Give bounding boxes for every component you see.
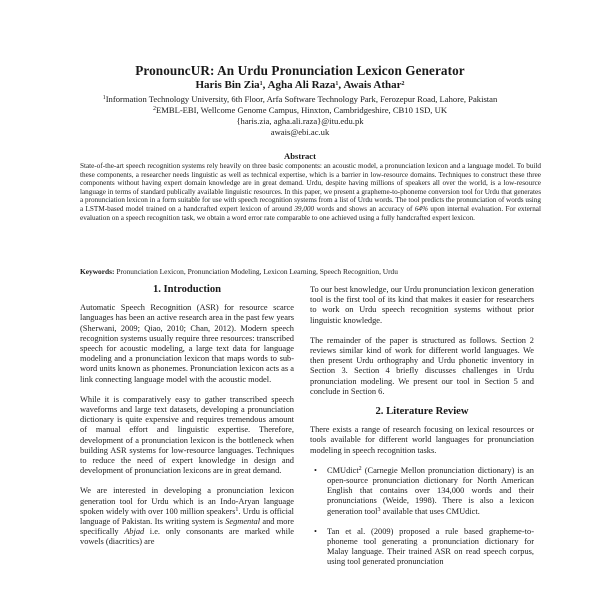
body-paragraph — [80, 486, 294, 547]
bullet-icon: • — [314, 465, 317, 475]
author-affiliation-mark: 2 — [401, 81, 405, 87]
emphasis-term: Abjad — [124, 527, 145, 537]
author-name: Haris Bin Zia — [195, 79, 260, 91]
keywords-text: Pronunciation Lexicon, Pronunciation Modeling, Lexicon Learning, Speech Recognition, Urdu — [114, 267, 398, 276]
footnote-mark: 3 — [377, 506, 381, 513]
author-affiliation-mark: 1 — [259, 81, 263, 87]
abstract-heading: Abstract — [284, 151, 316, 161]
keywords-line — [80, 267, 541, 276]
author-list — [0, 79, 600, 91]
paragraph-text: We are interested in developing a pronunciation lexicon generation tool for Urdu which is an Indo-Aryan language spoken widely with over 100 million speakers — [80, 486, 294, 516]
email-line: awais@ebi.ac.uk — [270, 127, 330, 137]
section-heading-literature-review: 2. Literature Review — [375, 406, 469, 418]
affiliation-line — [0, 94, 600, 105]
body-paragraph: To our best knowledge, our Urdu pronunciation lexicon generation tool is the first tool of its kind that makes it easier for researchers to work on Urdu speech recognition systems without prior linguistic knowledge. — [310, 285, 534, 325]
abstract-sentence: State-of-the-art speech recognition systems rely heavily on three basic components: an acoustic model, a pronunciation lexicon and a language model. To build these components, a researcher needs linguistic as well as technical expertise, which is a barrier in low-resource domains. Techniques to construct these three components without having expert domain knowledge are in great demand. Urdu, despite having millions of speakers all over the world, is a low-resource language in terms of standard publically available linguistic resources. In this paper, we present a grapheme-to-phoneme conversion tool for Urdu that generates a pronunciation lexicon in a form suitable for use with speech recognition systems from a list of Urdu words. The tool predicts the pronunciation of words using a LSTM-based model trained on a handcrafted expert lexicon of around — [80, 162, 541, 213]
list-item-text: available that uses CMUdict. — [380, 506, 480, 516]
list-item — [310, 527, 534, 568]
body-paragraph: There exists a range of research focusing on lexical resources or tools available for different world languages for pronunciation modeling in speech recognition tasks. — [310, 425, 534, 455]
footnote-mark: 1 — [235, 506, 239, 513]
affiliation-line — [0, 105, 600, 116]
paragraph-text: i.e. only consonants are marked while vowels (diacritics) are — [80, 527, 294, 547]
section-heading-introduction: 1. Introduction — [152, 284, 222, 295]
affiliation-text: EMBL-EBI, Wellcome Genome Campus, Hinxton, Cambridgeshire, CB10 1SD, UK — [155, 105, 448, 115]
affiliation-mark: 2 — [152, 106, 156, 112]
abstract-text — [80, 162, 541, 222]
abstract-sentence: upon internal evaluation. For external evaluation on a speech recognition task, we obtain a word error rate comparable to one achieved using a fully handcrafted expert lexicon. — [80, 204, 541, 222]
footnote-mark: 2 — [358, 465, 362, 472]
paper-title: PronouncUR: An Urdu Pronunciation Lexicon Generator — [135, 63, 465, 78]
emphasis-term: Segmental — [225, 517, 261, 527]
body-paragraph: Automatic Speech Recognition (ASR) for resource scarce languages has been an active research area in the past few years (Sherwani, 2009; Qiao, 2010; Chan, 2012). Modern speech recognition systems usually require three resources: transcribed speech for acoustic modeling, a large text data for language modeling and a pronunciation lexicon that maps words to sub-word units known as phonemes. Pronunciation lexicon acts as a link connecting language model with the acoustic model. — [80, 303, 294, 384]
list-item — [310, 466, 534, 517]
left-column — [80, 285, 294, 558]
abstract-sentence: words and shows an accuracy of — [314, 204, 415, 213]
right-column — [310, 285, 534, 578]
author-affiliation-mark: 1 — [335, 81, 339, 87]
author-name: Agha Ali Raza — [267, 79, 336, 91]
email-line: {haris.zia, agha.ali.raza}@itu.edu.pk — [236, 116, 364, 126]
affiliation-mark: 1 — [102, 95, 106, 101]
abstract-figure: 64% — [414, 204, 428, 213]
abstract-figure: 39,000 — [294, 204, 315, 213]
author-separator: , — [262, 79, 268, 91]
body-paragraph: The remainder of the paper is structured as follows. Section 2 reviews similar kind of work for different world languages. We then present Urdu orthography and Urdu phonetic inventory in Section 3. Section 4 briefly discusses challenges in Urdu pronunciation modeling. We present our tool in Section 5 and conclude in Section 6. — [310, 335, 534, 396]
list-item-text: (Carnegie Mellon pronunciation dictionary) is an open-source pronunciation dictionary for North American English that contains over 134,000 words and their pronunciations (Weide, 1998). There is also a lexicon generation tool — [327, 465, 534, 516]
author-separator: , — [338, 79, 344, 91]
keywords-label: Keywords: — [80, 267, 115, 276]
paragraph-text: and more specifically — [80, 517, 294, 537]
review-list — [310, 466, 534, 568]
affiliation-text: Information Technology University, 6th Floor, Arfa Software Technology Park, Ferozepur Road, Lahore, Pakistan — [105, 94, 498, 104]
bullet-icon: • — [314, 526, 317, 536]
paragraph-text: . Urdu is official language of Pakistan. Its writing system is — [80, 506, 294, 527]
body-paragraph: While it is comparatively easy to gather transcribed speech waveforms and large text datasets, developing a pronunciation dictionary is quite expensive and requires tremendous amount of manual effort and linguistic expertise. Therefore, development of a pronunciation lexicon is the bottleneck when building ASR systems for low-resource languages. Techniques to reduce the need of expert knowledge in design and development of pronunciation lexicons are in great demand. — [80, 394, 294, 476]
list-item-text: Tan et al. (2009) proposed a rule based grapheme-to-phoneme tool generating a pronunciation dictionary for Malay language. Their trained ASR on read speech corpus, using tool generated pronunciation — [327, 526, 534, 567]
list-item-name: CMUdict — [327, 465, 359, 475]
author-name: Awais Athar — [343, 79, 402, 91]
